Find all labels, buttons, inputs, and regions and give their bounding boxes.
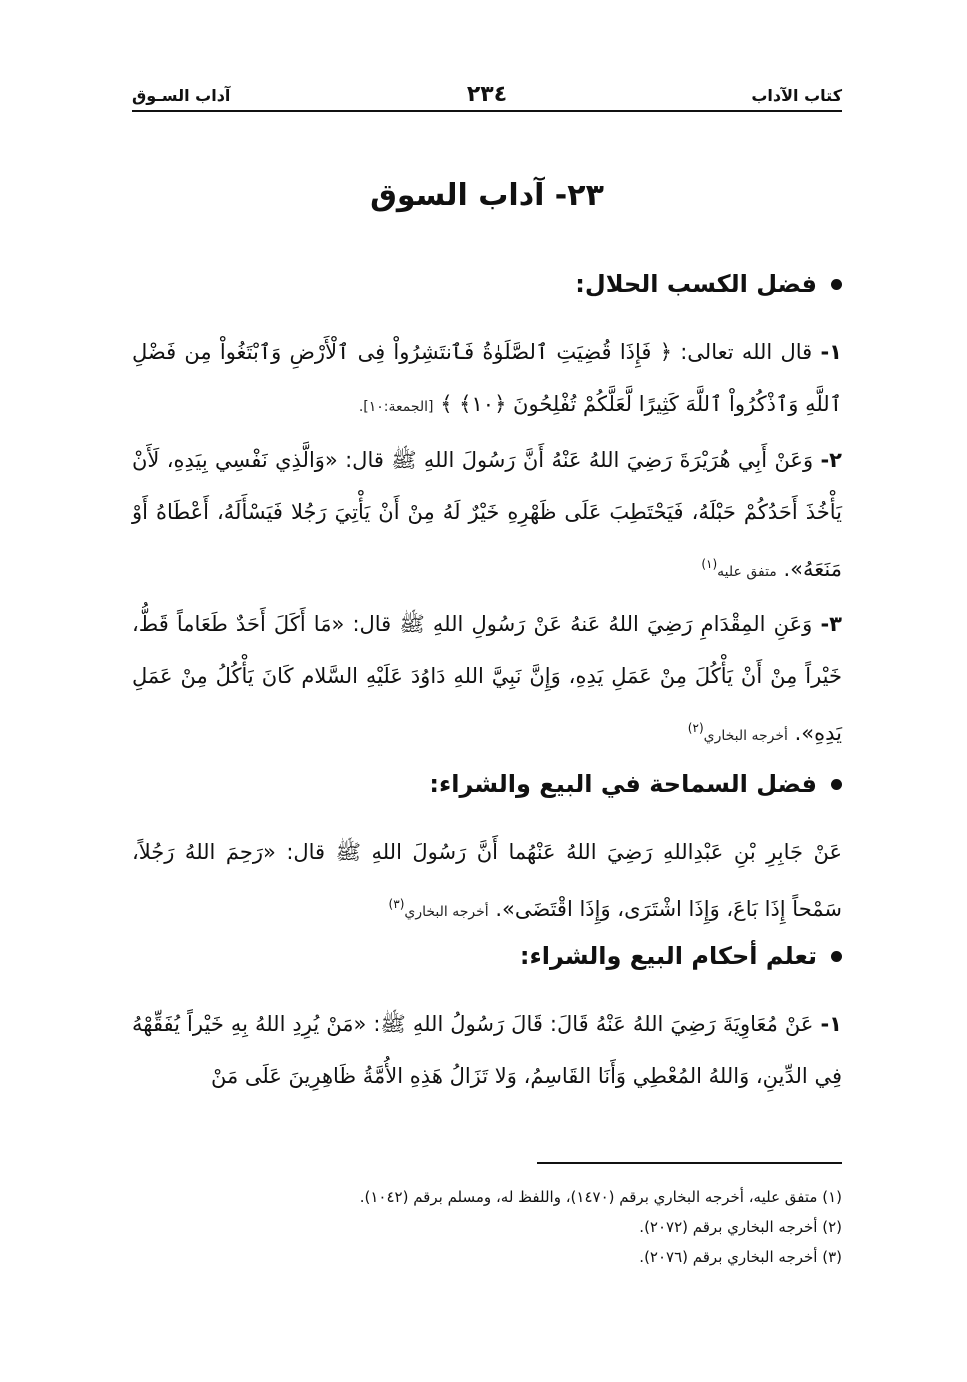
footnote-3: (٣) أخرجه البخاري برقم (٢٠٧٦). [639,1248,842,1266]
paragraph-number: ١- [820,340,842,364]
chapter-title: ٢٣- آداب السوق [370,178,604,213]
source-note: أخرجه البخاري [703,728,788,744]
section-heading-text: تعلم أحكام البيع والشراء: [519,942,817,970]
paragraph-text: وَعَنِ المِقْدَامِ رَضِيَ اللهُ عَنهُ عَنْ رَسُولِ اللهِ ﷺ قال: «مَا أَكَلَ أَحَدٌ طَعَاماً قَطُّ، خَيْراً مِنْ أَنْ يَأْكُلَ مِنْ عَمَلِ يَدِهِ، وَإِنَّ نَبِيَّ اللهِ دَاوُدَ عَلَيْهِ السَّلام كَانَ يَأْكُلُ مِنْ عَمَلِ يَدِهِ». [132,612,842,745]
bullet-icon [831,951,842,962]
paragraph-text: وَعَنْ أَبِي هُرَيْرَةَ رَضِيَ اللهُ عَنْهُ أَنَّ رَسُولَ اللهِ ﷺ قال: «وَالَّذِي نَفْسِي بِيَدِهِ، لَأَنْ يَأْخُذَ أَحَدُكُمْ حَبْلَهُ، فَيَحْتَطِبَ عَلَى ظَهْرِهِ خَيْرٌ لَهُ مِنْ أَنْ يَأْتِيَ رَجُلا فَيَسْأَلَهُ، أَعْطَاهُ أَوْ مَنَعَهُ». [132,448,842,581]
section-heading-text: فضل السماحة في البيع والشراء: [429,770,817,798]
paragraph-hadith-abu-hurayra [132,434,842,598]
paragraph-hadith-jabir [132,826,842,938]
footnote-divider [537,1162,842,1164]
paragraph-quran-verse [132,326,842,433]
header-book-title: كتاب الآداب [751,86,842,105]
footnote-ref: (١) [701,557,718,571]
footnote-ref: (٢) [687,721,704,735]
page-number: ٢٣٤ [466,82,508,107]
bullet-icon [831,279,842,290]
paragraph-hadith-miqdam [132,598,842,762]
paragraph-number: ٣- [820,612,842,636]
section-heading-trade-rulings [322,942,842,970]
header-section-title: آداب السـوق [132,86,231,105]
bullet-icon [831,779,842,790]
running-header [132,82,842,112]
paragraph-hadith-muawiya [132,998,842,1102]
footnotes [132,1182,842,1272]
source-note: متفق عليه [717,564,777,580]
paragraph-text: عَنْ جَابِرِ بْنِ عَبْدِاللهِ رَضِيَ اللهُ عَنْهُما أَنَّ رَسُولَ اللهِ ﷺ قال: «رَحِمَ اللهُ رَجُلاً، سَمْحاً إِذَا بَاعَ، وَإِذَا اشْتَرَى، وَإِذَا اقْتَضَى». [132,840,842,921]
paragraph-number: ٢- [820,448,842,472]
section-heading-halal-earning [322,270,842,298]
footnote-1: (١) متفق عليه، أخرجه البخاري برقم (١٤٧٠)، واللفظ له، ومسلم برقم (١٠٤٢). [359,1188,842,1206]
verse-reference: [الجمعة:١٠]. [358,399,434,415]
paragraph-text: قال الله تعالى: ﴿ فَإِذَا قُضِيَتِ ٱلصَّلَوٰةُ فَٱنتَشِرُواْ فِى ٱلْأَرْضِ وَٱبْتَغُواْ مِن فَضْلِ ٱللَّهِ وَٱذْكُرُواْ ٱللَّهَ كَثِيرًا لَّعَلَّكُمْ تُفْلِحُونَ ﴿١٠﴾ ﴾ [132,340,842,416]
paragraph-text: عَنْ مُعَاوِيَةَ رَضِيَ اللهُ عَنْهُ قَالَ: قَالَ رَسُولُ اللهِ ﷺ: «مَنْ يُرِدِ اللهُ بِهِ خَيْراً يُفَقِّهْهُ فِي الدِّينِ، وَاللهُ المُعْطِي وَأَنَا القَاسِمُ، وَلا تَزَالُ هَذِهِ الأُمَّةُ ظَاهِرِينَ عَلَى مَنْ [132,1012,842,1088]
footnote-ref: (٣) [388,897,405,911]
source-note: أخرجه البخاري [404,904,489,920]
paragraph-number: ١- [820,1012,842,1036]
footnote-2: (٢) أخرجه البخاري برقم (٢٠٧٢). [639,1218,842,1236]
section-heading-text: فضل الكسب الحلال: [575,270,817,298]
section-heading-leniency [322,770,842,798]
